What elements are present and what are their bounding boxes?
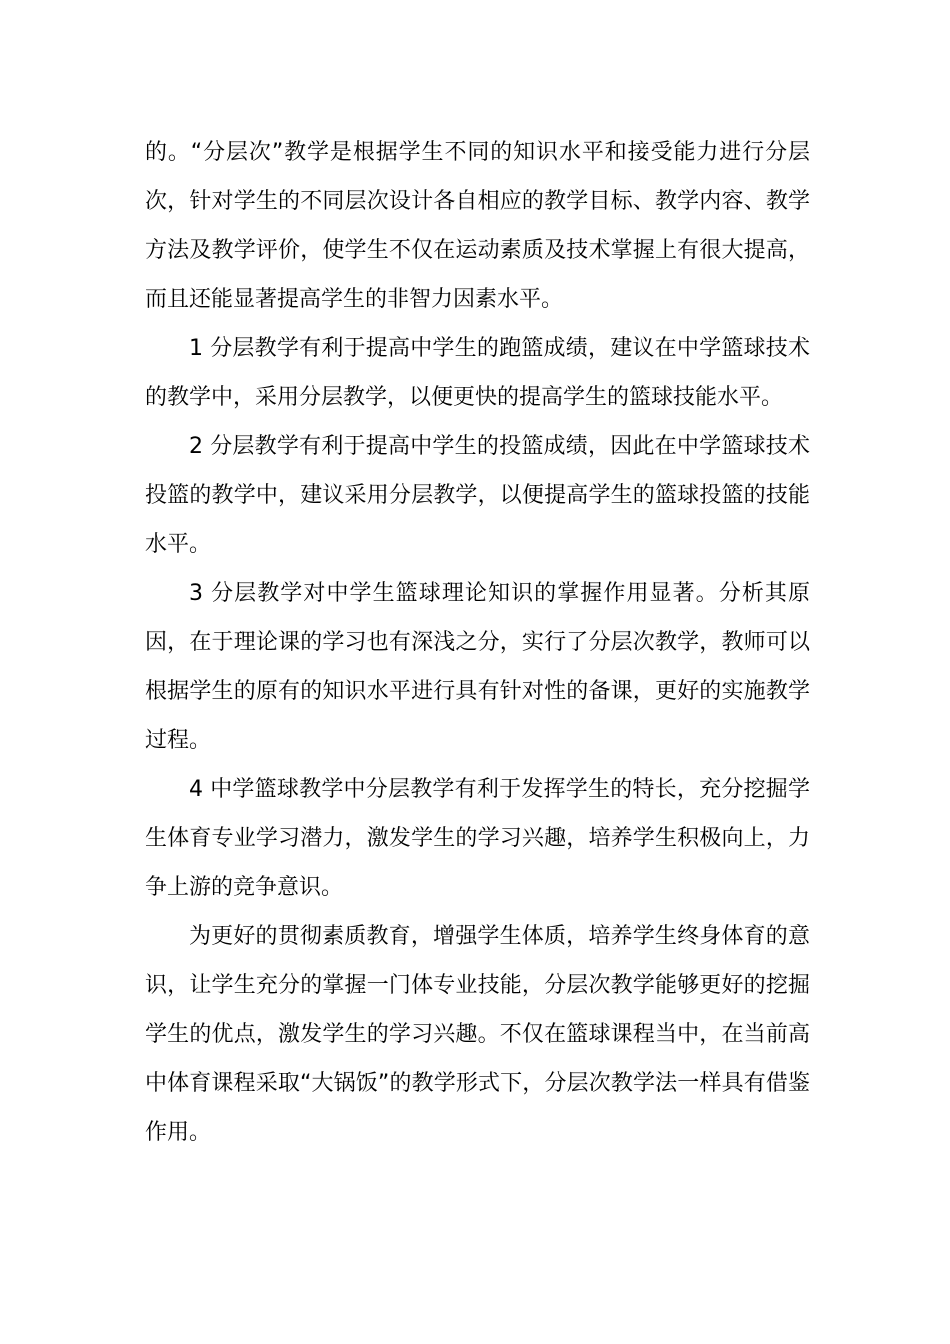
paragraph-summary: 为更好的贯彻素质教育，增强学生体质，培养学生终身体育的意识，让学生充分的掌握一门体专业技能，分层次教学能够更好的挖掘学生的优点，激发学生的学习兴趣。不仅在篮球课程当中，在当前高中体育课程采取“大锅饭”的教学形式下，分层次教学法一样具有借鉴作用。 <box>145 924 810 1145</box>
document-body <box>145 128 810 1157</box>
paragraph-conclusion-4: 4 中学篮球教学中分层教学有利于发挥学生的特长，充分挖掘学生体育专业学习潜力，激发学生的学习兴趣，培养学生积极向上，力争上游的竞争意识。 <box>145 777 810 900</box>
paragraph-continuation: 的。“分层次”教学是根据学生不同的知识水平和接受能力进行分层次，针对学生的不同层次设计各自相应的教学目标、教学内容、教学方法及教学评价，使学生不仅在运动素质及技术掌握上有很大提高，而且还能显著提高学生的非智力因素水平。 <box>145 140 810 312</box>
paragraph-conclusion-3: 3 分层教学对中学生篮球理论知识的掌握作用显著。分析其原因，在于理论课的学习也有深浅之分，实行了分层次教学，教师可以根据学生的原有的知识水平进行具有针对性的备课，更好的实施教学过程。 <box>145 581 810 753</box>
paragraph-conclusion-2: 2 分层教学有利于提高中学生的投篮成绩，因此在中学篮球技术投篮的教学中，建议采用分层教学，以便提高学生的篮球投篮的技能水平。 <box>145 434 810 557</box>
paragraph-conclusion-1: 1 分层教学有利于提高中学生的跑篮成绩，建议在中学篮球技术的教学中，采用分层教学，以便更快的提高学生的篮球技能水平。 <box>145 336 810 410</box>
